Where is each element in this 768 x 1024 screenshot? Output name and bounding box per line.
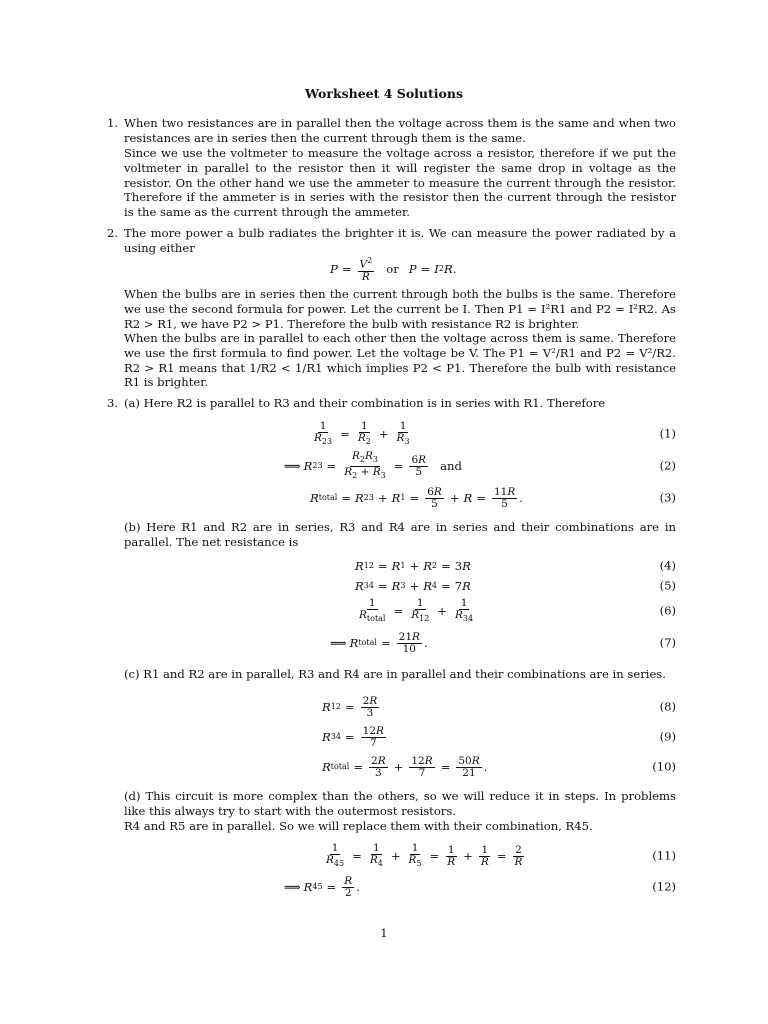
equation-4: R 12 = R 1 + R 2 = 3 R (4) [355,558,676,573]
question-number: 2. [107,226,119,240]
equation-number: (2) [659,458,676,473]
equation-2: ⟹ R 23 = $\frac{R_2R_3}{R_2 + R_3}$ = $\frac{6R}{5}$ and (2) [284,450,676,480]
q2-intro: The more power a bulb radiates the brighter it is. We can measure the power radiated by a using either [124,226,676,255]
equation-number: (10) [652,759,676,774]
equation-number: (1) [659,426,676,441]
equation-12: ⟹ R 45 = $\frac{R}{2}$ . (12) [284,874,676,899]
equation-number: (5) [659,578,676,593]
q3d-text: (d) This circuit is more complex than the others, so we will reduce it in steps. In problems like this always try to start with the outermost resistors. [124,789,676,818]
equation-11: $\frac{1}{R_{45}}$ = $\frac{1}{R_4}$ + $\frac{1}{R_5}$ = $\frac{1}{R}$ + $\frac{1}{R}$ = $\frac{2}{R}$ (11) [326,841,676,869]
q3c-text: (c) R1 and R2 are in parallel, R3 and R4 are in parallel and their combinations are in series. [124,667,666,681]
q3a-text: (a) Here R2 is parallel to R3 and their combination is in series with R1. Therefore [124,396,606,410]
equation-number: (8) [659,699,676,714]
equation-6: $\frac{1}{R_{total}}$ = $\frac{1}{R_{12}}$ + $\frac{1}{R_{34}}$ (6) [359,596,676,624]
equation-5: R 34 = R 3 + R 4 = 7 R (5) [355,578,676,593]
q1-paragraph-2: Since we use the voltmeter to measure the voltage across a resistor, therefore if we put the voltmeter in parallel to the resistor then it will register the same drop in voltage as the resistor. On the other hand we use the ammeter to measure the current through the resistor. Therefore if the ammeter is in series with the resistor then the current through the resistor is the same as the current through the ammeter. [124,146,676,220]
question-number: 1. [107,116,119,130]
or-word: or [386,261,399,276]
equation-number: (7) [659,635,676,650]
equation-8: R 12 = $\frac{2R}{3}$ (8) [322,694,676,719]
q2-paragraph-2: When the bulbs are in parallel to each other then the voltage across them is same. Therefore we use the first formula to find power. Let the voltage be V. The P1 = V²/R1 and P2 = V²/R2. R2 > R1 means that 1/R2 < 1/R1 which implies P2 < P1. Therefore the bulb with resistance R1 is brighter. [124,331,676,390]
power-formula: P = $\frac{V^2}{R}$ or P = I 2 R . [330,256,457,283]
equation-number: (9) [659,729,676,744]
equation-7: ⟹ R total = $\frac{21R}{10}$ . (7) [330,630,676,655]
q1-paragraph-1: When two resistances are in parallel then the voltage across them is the same and when two resistances are in series then the current through them is the same. [124,116,676,145]
page-number: 1 [380,926,388,940]
equation-number: (11) [652,848,676,863]
equation-3: R total = R 23 + R 1 = $\frac{6R}{5}$ + R = $\frac{11R}{5}$ . (3) [310,485,676,510]
equation-number: (4) [659,558,676,573]
equation-9: R 34 = $\frac{12R}{7}$ (9) [322,724,676,749]
question-number: 3. [107,396,119,410]
page-title: Worksheet 4 Solutions [305,86,463,101]
equation-number: (3) [659,490,676,505]
q3d-text-2: R4 and R5 are in parallel. So we will replace them with their combination, R45. [124,819,593,833]
equation-1: $\frac{1}{R_{23}}$ = $\frac{1}{R_2}$ + $\frac{1}{R_3}$ (1) [314,419,676,447]
and-word: and [440,458,462,473]
q3b-text: (b) Here R1 and R2 are in series, R3 and R4 are in series and their combinations are in parallel. The net resistance is [124,520,676,549]
equation-number: (12) [652,879,676,894]
equation-number: (6) [659,603,676,618]
equation-10: R total = $\frac{2R}{3}$ + $\frac{12R}{7}$ = $\frac{50R}{21}$ . (10) [322,754,676,779]
q2-paragraph-1: When the bulbs are in series then the current through both the bulbs is the same. Therefore we use the second formula for power. Let the current be I. Then P1 = I²R1 and P2 = I²R2. As R2 > R1, we have P2 > P1. Therefore the bulb with resistance R2 is brighter. [124,287,676,331]
